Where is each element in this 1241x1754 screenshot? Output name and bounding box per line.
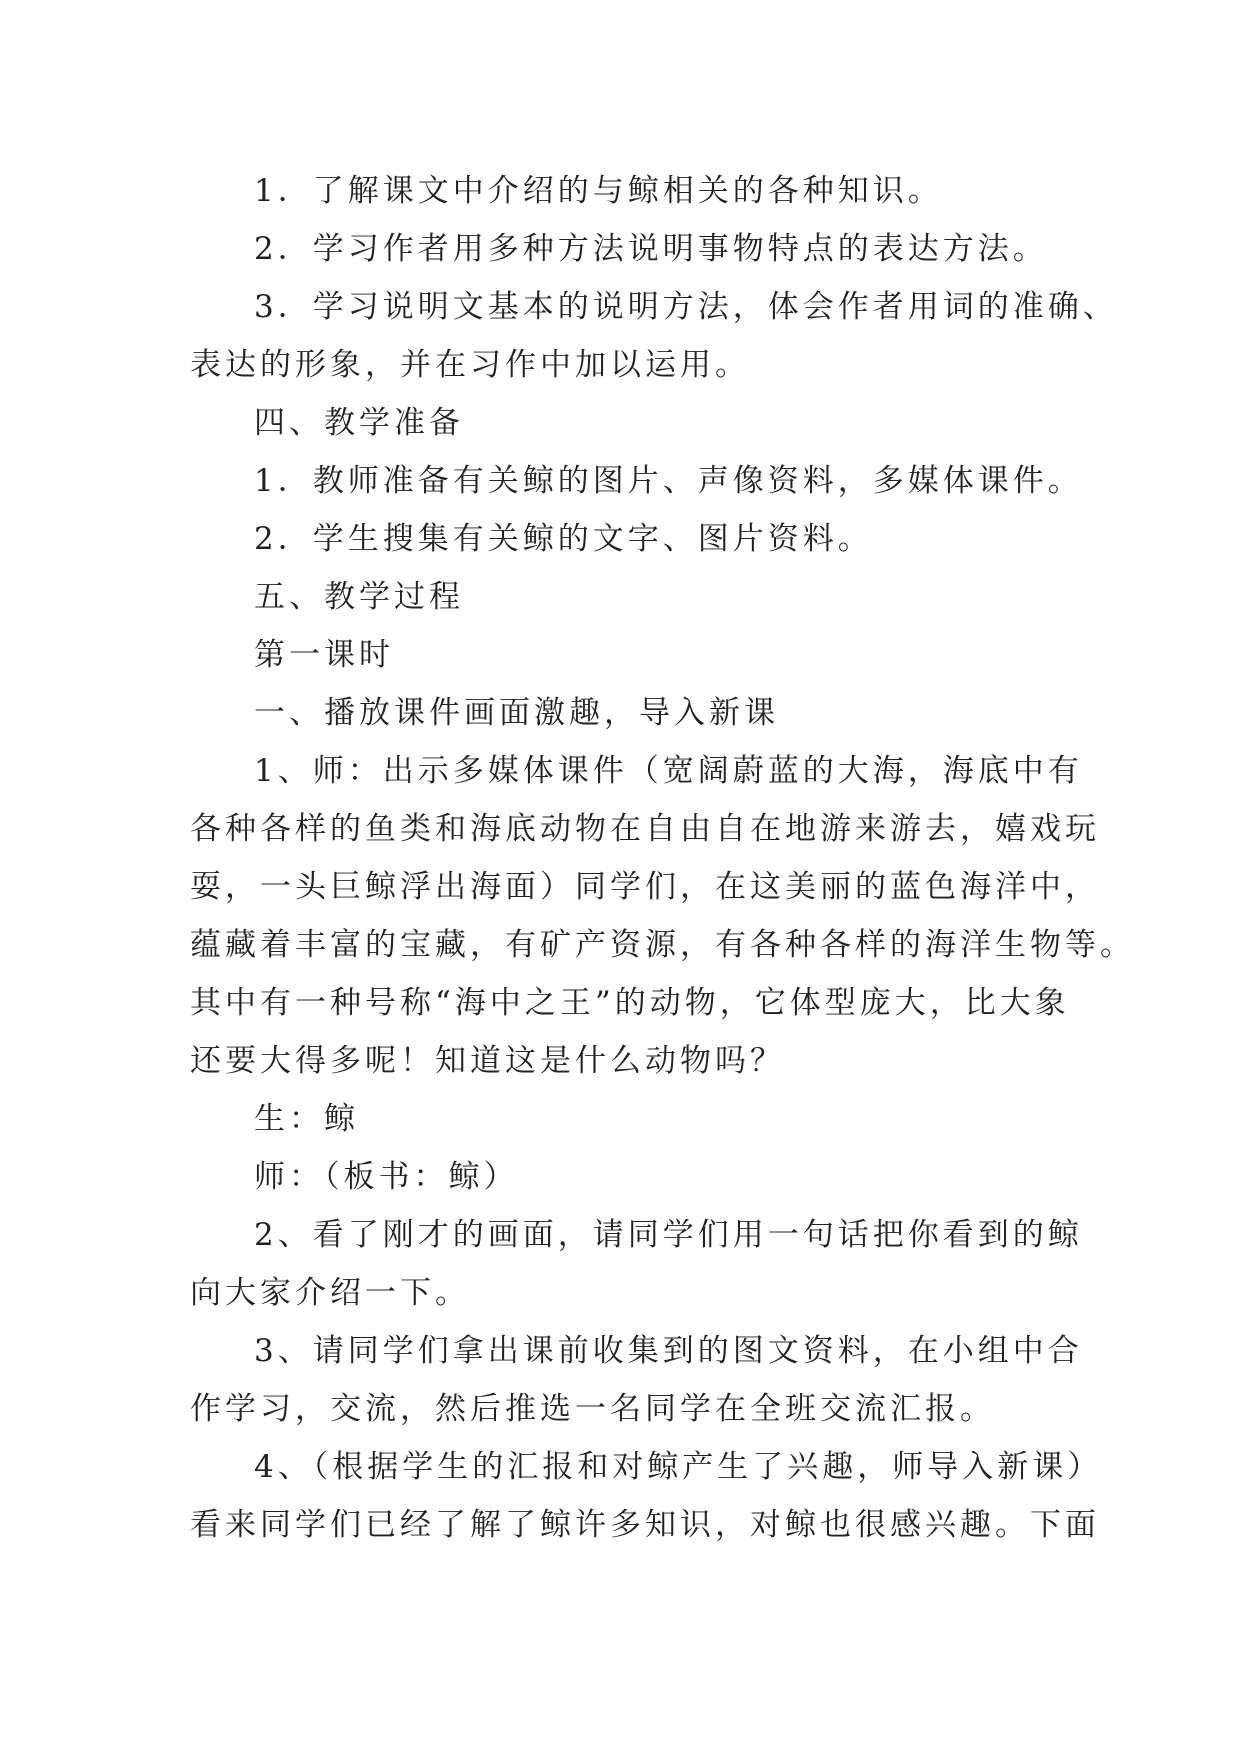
text-line: 1．教师准备有关鲸的图片、声像资料，多媒体课件。 <box>254 463 1083 499</box>
paragraph <box>190 220 1080 278</box>
text-line: 各种各样的鱼类和海底动物在自由自在地游来游去，嬉戏玩 <box>190 811 1100 847</box>
text-line: 3、请同学们拿出课前收集到的图文资料，在小组中合 <box>254 1333 1083 1369</box>
text-line: 师：（板书：鲸） <box>254 1159 519 1195</box>
text-line: 2．学习作者用多种方法说明事物特点的表达方法。 <box>254 231 1048 267</box>
paragraph <box>190 394 1080 452</box>
text-line: 生：鲸 <box>254 1101 359 1137</box>
paragraph <box>190 626 1080 684</box>
text-line: 五、教学过程 <box>254 579 464 615</box>
text-line: 向大家介绍一下。 <box>190 1275 470 1311</box>
text-line: 4、（根据学生的汇报和对鲸产生了兴趣，师导入新课） <box>254 1449 1103 1485</box>
paragraph <box>190 162 1080 220</box>
text-line: 蕴藏着丰富的宝藏，有矿产资源，有各种各样的海洋生物等。 <box>190 927 1135 963</box>
paragraph <box>190 1206 1083 1322</box>
text-line: 其中有一种号称“海中之王”的动物，它体型庞大，比大象 <box>190 985 1070 1021</box>
paragraph <box>190 1148 1080 1206</box>
text-line: 第一课时 <box>254 637 394 673</box>
text-line: 3．学习说明文基本的说明方法，体会作者用词的准确、 <box>254 289 1118 325</box>
paragraph <box>190 1322 1083 1438</box>
text-line: 看来同学们已经了解了鲸许多知识，对鲸也很感兴趣。下面 <box>190 1507 1100 1543</box>
paragraph <box>190 452 1083 510</box>
document-body <box>190 162 1135 1554</box>
text-line: 2．学生搜集有关鲸的文字、图片资料。 <box>254 521 873 557</box>
paragraph <box>190 1438 1103 1554</box>
paragraph <box>190 510 1080 568</box>
text-line: 还要大得多呢！知道这是什么动物吗？ <box>190 1043 785 1079</box>
text-line: 表达的形象，并在习作中加以运用。 <box>190 347 750 383</box>
text-line: 1．了解课文中介绍的与鲸相关的各种知识。 <box>254 173 943 209</box>
text-line: 2、看了刚才的画面，请同学们用一句话把你看到的鲸 <box>254 1217 1083 1253</box>
paragraph <box>190 1090 1080 1148</box>
text-line: 四、教学准备 <box>254 405 464 441</box>
paragraph <box>190 742 1135 1090</box>
text-line: 一、播放课件画面激趣，导入新课 <box>254 695 779 731</box>
paragraph <box>190 278 1118 394</box>
text-line: 作学习，交流，然后推选一名同学在全班交流汇报。 <box>190 1391 995 1427</box>
paragraph <box>190 568 1080 626</box>
paragraph <box>190 684 1080 742</box>
text-line: 1、师：出示多媒体课件（宽阔蔚蓝的大海，海底中有 <box>254 753 1083 789</box>
text-line: 耍，一头巨鲸浮出海面）同学们，在这美丽的蓝色海洋中， <box>190 869 1100 905</box>
